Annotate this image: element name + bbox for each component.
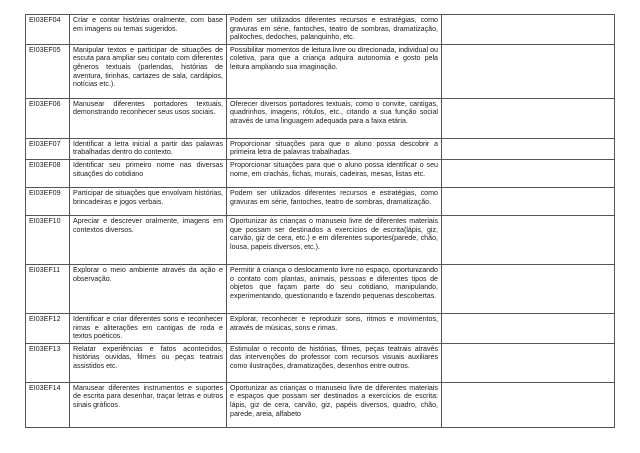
empty-cell [442, 343, 615, 382]
objective-cell: Apreciar e descrever oralmente, imagens em contextos diversos. [70, 215, 227, 264]
objective-cell: Identificar a letra inicial a partir das palavras trabalhadas dentro do contexto. [70, 138, 227, 159]
empty-cell [442, 138, 615, 159]
objective-cell: Manusear diferentes portadores textuais, demonstrando reconhecer seus usos sociais. [70, 98, 227, 138]
table-row [26, 98, 615, 138]
activities-cell: Oferecer diversos portadores textuais, como o convite, cantigas, quadrinhos, imagens, rótulos, etc., citando a sua função social através de uma linguagem adequada para a faixa etária. [227, 98, 442, 138]
objective-cell: Participar de situações que envolvam histórias, brincadeiras e jogos verbais. [70, 187, 227, 215]
code-cell: EI03EF09 [26, 187, 70, 215]
empty-cell [442, 98, 615, 138]
table-row [26, 264, 615, 313]
objective-cell: Manusear diferentes instrumentos e suportes de escrita para desenhar, traçar letras e outros sinais gráficos. [70, 382, 227, 427]
empty-cell [442, 187, 615, 215]
code-cell: EI03EF11 [26, 264, 70, 313]
table-row [26, 15, 615, 45]
table-row [26, 382, 615, 427]
table-row [26, 44, 615, 98]
code-cell: EI03EF05 [26, 44, 70, 98]
empty-cell [442, 264, 615, 313]
activities-cell: Estimular o reconto de histórias, filmes, peças teatrais através das intervenções do professor com recursos visuais auxiliares como ilustrações, dramatizações, desenhos entre outros. [227, 343, 442, 382]
activities-cell: Explorar, reconhecer e reproduzir sons, ritmos e movimentos, através de músicas, sons e rimas. [227, 313, 442, 343]
code-cell: EI03EF06 [26, 98, 70, 138]
activities-cell: Podem ser utilizados diferentes recursos e estratégias, como gravuras em série, fantoches, teatro de sombras, dramatização. [227, 187, 442, 215]
activities-cell: Proporcionar situações para que o aluno possa identificar o seu nome, em crachás, fichas, murais, cadeiras, mesas, listas etc. [227, 159, 442, 187]
code-cell: EI03EF13 [26, 343, 70, 382]
code-cell: EI03EF04 [26, 15, 70, 45]
table-row [26, 215, 615, 264]
activities-cell: Permitir à criança o deslocamento livre no espaço, oportunizando o contato com plantas, animais, pessoas e diferentes tipos de objetos que façam parte do seu cotidiano, manipulando, experimentando, questionando e fazendo pequenas descobertas. [227, 264, 442, 313]
activities-cell: Proporcionar situações para que o aluno possa descobrir a primeira letra de palavras trabalhadas. [227, 138, 442, 159]
activities-cell: Possibilitar momentos de leitura livre ou direcionada, individual ou coletiva, para que a criança adquira autonomia e gosto pela leitura ampliando sua imaginação. [227, 44, 442, 98]
objective-cell: Criar e contar histórias oralmente, com base em imagens ou temas sugeridos. [70, 15, 227, 45]
curriculum-table [25, 14, 615, 428]
empty-cell [442, 15, 615, 45]
code-cell: EI03EF08 [26, 159, 70, 187]
objective-cell: Relatar experiências e fatos acontecidos, histórias ouvidas, filmes ou peças teatrais assistidos etc. [70, 343, 227, 382]
empty-cell [442, 44, 615, 98]
code-cell: EI03EF10 [26, 215, 70, 264]
code-cell: EI03EF14 [26, 382, 70, 427]
objective-cell: Manipular textos e participar de situações de escuta para ampliar seu contato com diferentes gêneros textuais (parlendas, histórias de aventura, tirinhas, cartazes de sala, cardápios, notícias etc.). [70, 44, 227, 98]
table-row [26, 187, 615, 215]
code-cell: EI03EF07 [26, 138, 70, 159]
objective-cell: Identificar e criar diferentes sons e reconhecer rimas e aliterações em cantigas de roda e textos poéticos. [70, 313, 227, 343]
empty-cell [442, 215, 615, 264]
activities-cell: Oportunizar as crianças o manuseio livre de diferentes materiais e espaços que possam ser destinados a exercícios de escrita: lápis, giz de cera, carvão, giz, papéis diversos, quadro, chão, parede, areia, alfabeto [227, 382, 442, 427]
table-row [26, 138, 615, 159]
table-row [26, 159, 615, 187]
table-row [26, 313, 615, 343]
objective-cell: Explorar o meio ambiente através da ação e observação. [70, 264, 227, 313]
table-row [26, 343, 615, 382]
empty-cell [442, 313, 615, 343]
empty-cell [442, 159, 615, 187]
code-cell: EI03EF12 [26, 313, 70, 343]
empty-cell [442, 382, 615, 427]
activities-cell: Oportunizar às crianças o manuseio livre de diferentes materiais que possam ser destinados a exercícios de escrita(lápis, giz, carvão, giz de cera, etc.) e em diferentes suportes(parede, chão, lousa, papeis diversos, etc.). [227, 215, 442, 264]
activities-cell: Podem ser utilizados diferentes recursos e estratégias, como gravuras em série, fantoches, teatro de sombras, dramatização, palitoches, dedoches, palanquinho, etc. [227, 15, 442, 45]
objective-cell: Identificar seu primeiro nome nas diversas situações do cotidiano [70, 159, 227, 187]
